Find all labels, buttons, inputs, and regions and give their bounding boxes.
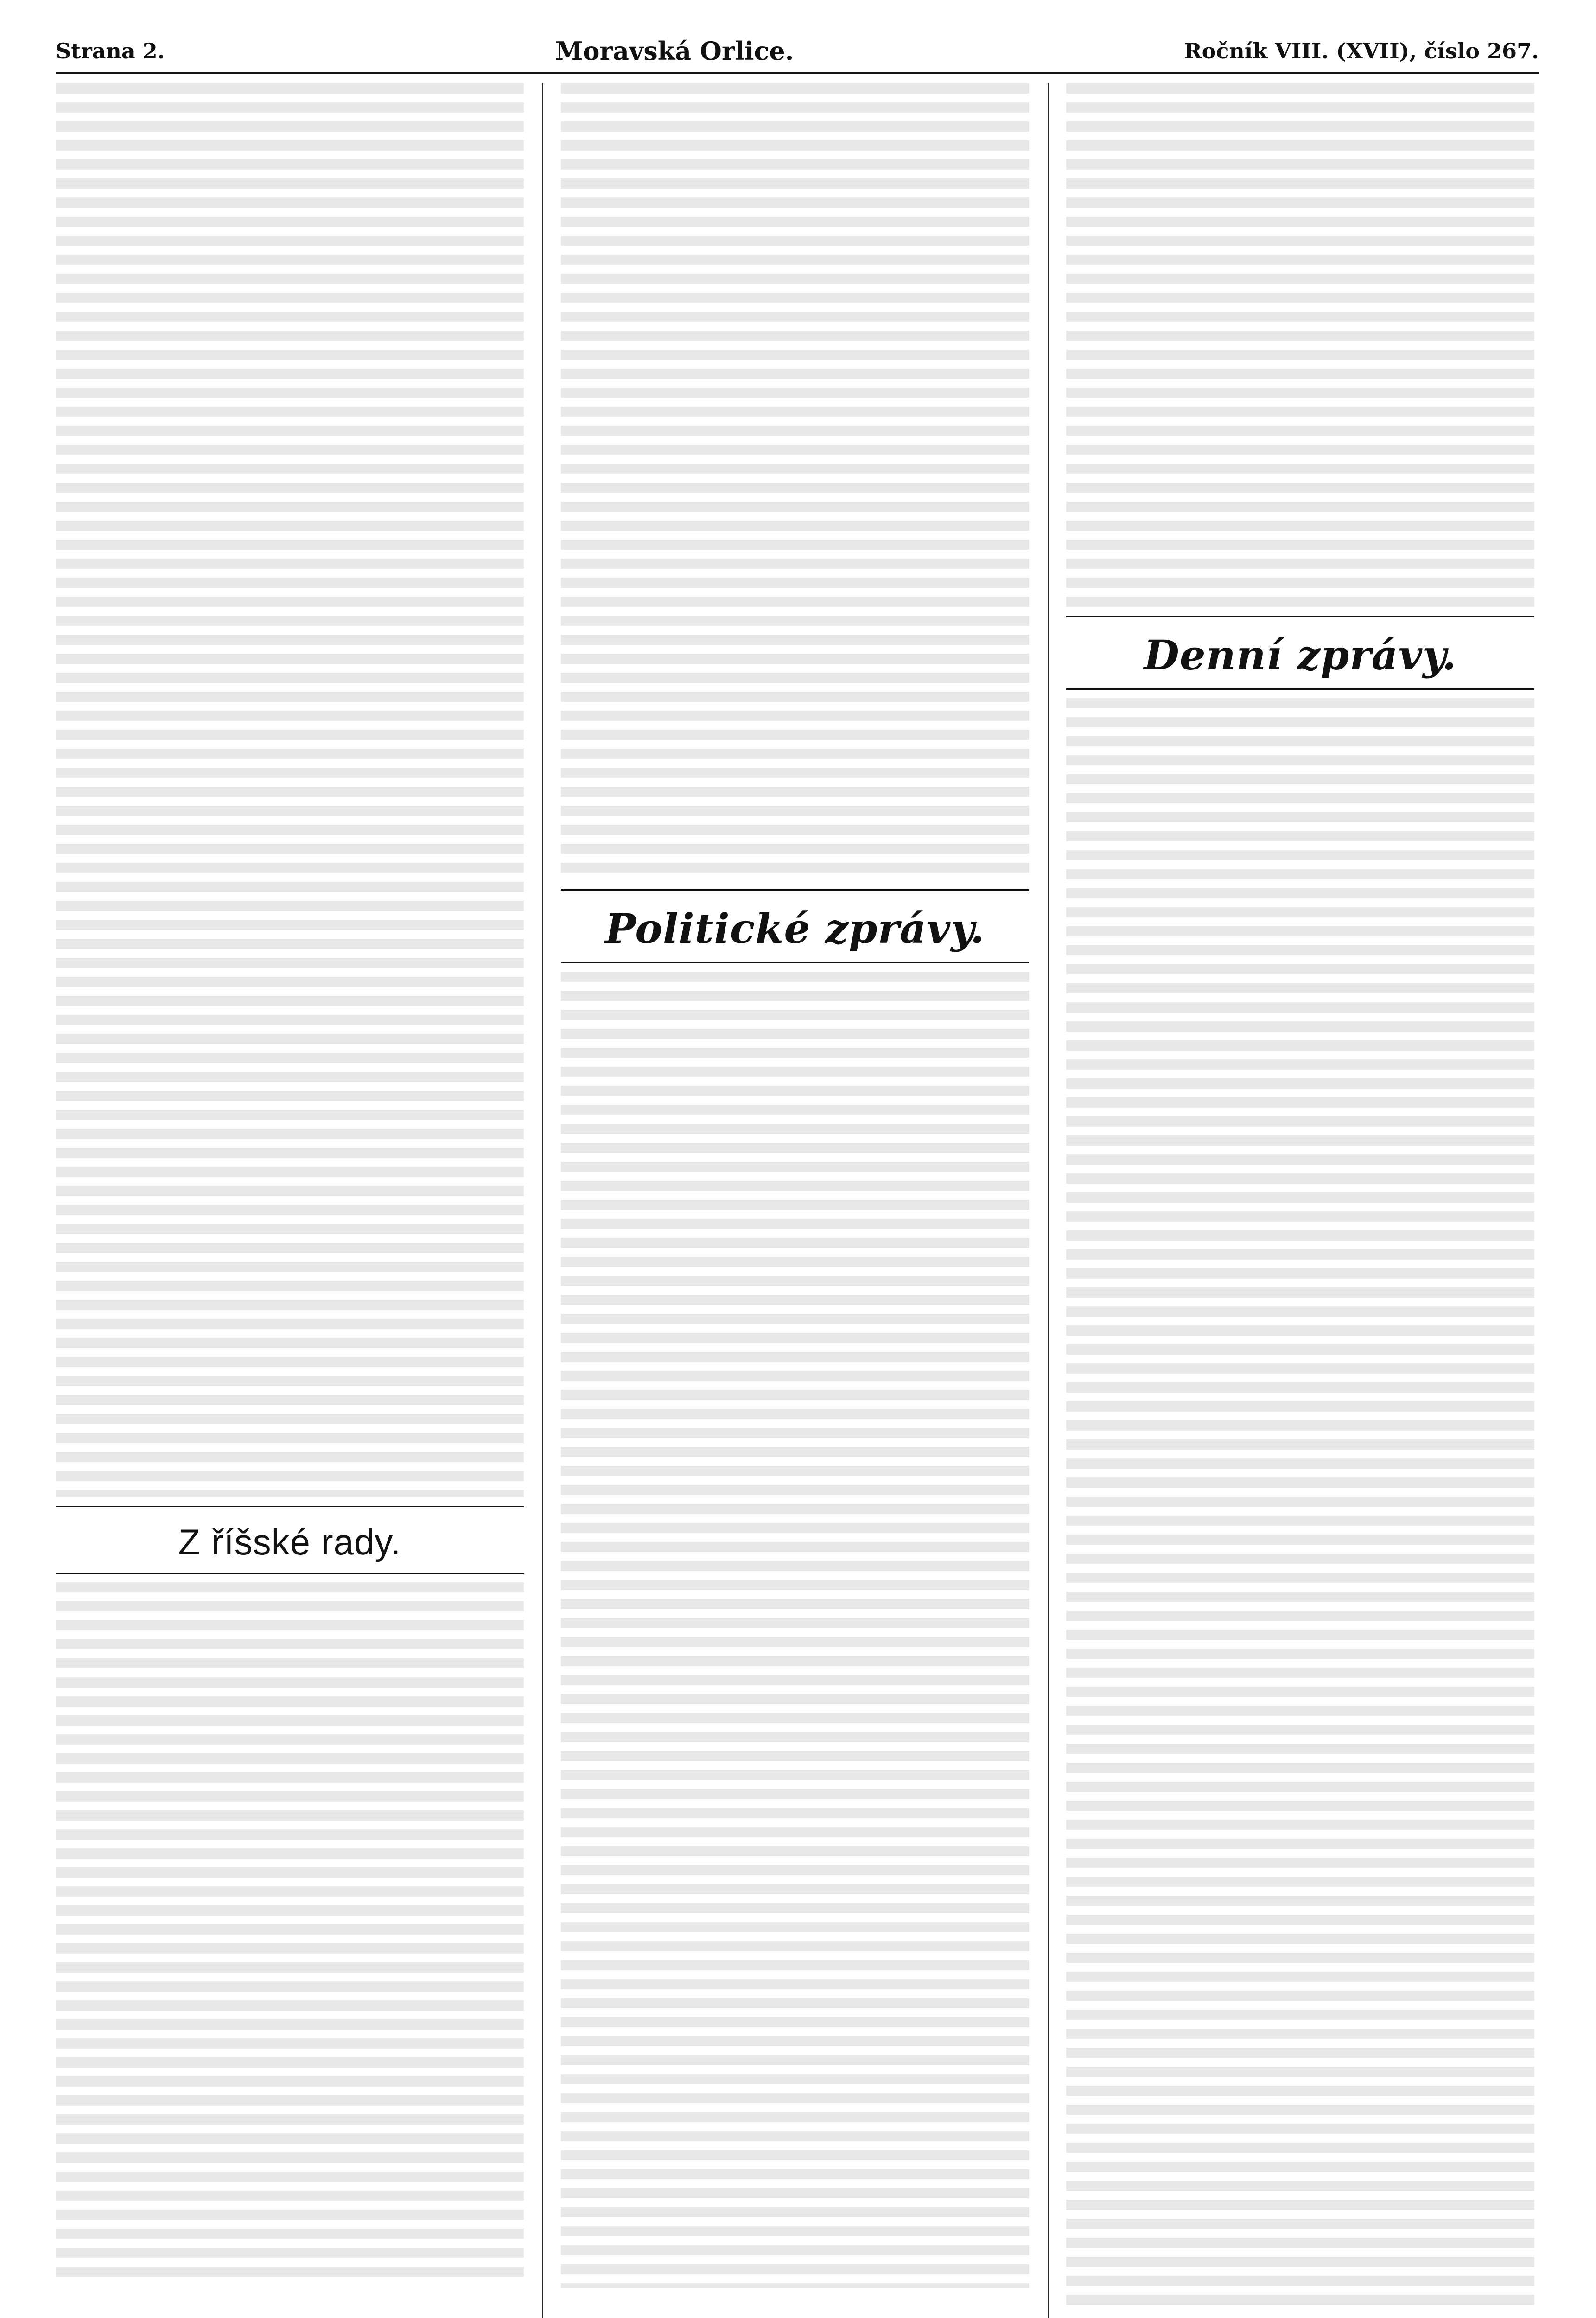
column-3-divider-2 <box>1066 688 1534 690</box>
column-2-article-bottom <box>561 972 1029 2288</box>
section-heading-rissky-rady: Z říšské rady. <box>178 1522 401 1562</box>
column-2-divider <box>561 889 1029 891</box>
column-3-article-bottom <box>1066 698 1534 2312</box>
issue-info: Ročník VIII. (XVII), číslo 267. <box>1184 38 1539 64</box>
column-2-article-top <box>561 83 1029 881</box>
newspaper-title: Moravská Orlice. <box>555 36 794 66</box>
page-number: Strana 2. <box>56 38 165 64</box>
newspaper-page <box>56 32 1539 2318</box>
column-3 <box>1066 83 1534 2318</box>
column-1-divider-2 <box>56 1573 524 1574</box>
masthead <box>56 32 1539 70</box>
column-3-article-top <box>1066 83 1534 607</box>
masthead-rule <box>56 72 1539 74</box>
column-divider-1 <box>542 83 543 2318</box>
column-1 <box>56 83 524 2318</box>
column-1-article-top <box>56 83 524 1497</box>
column-3-divider <box>1066 616 1534 617</box>
column-2 <box>561 83 1029 2318</box>
section-heading-politicke-zpravy: Politické zprávy. <box>605 904 985 953</box>
section-heading-denni-zpravy: Denní zprávy. <box>1144 631 1457 679</box>
column-1-article-bottom <box>56 1582 524 2278</box>
column-2-divider-2 <box>561 962 1029 963</box>
column-divider-2 <box>1048 83 1049 2318</box>
column-1-divider <box>56 1506 524 1507</box>
